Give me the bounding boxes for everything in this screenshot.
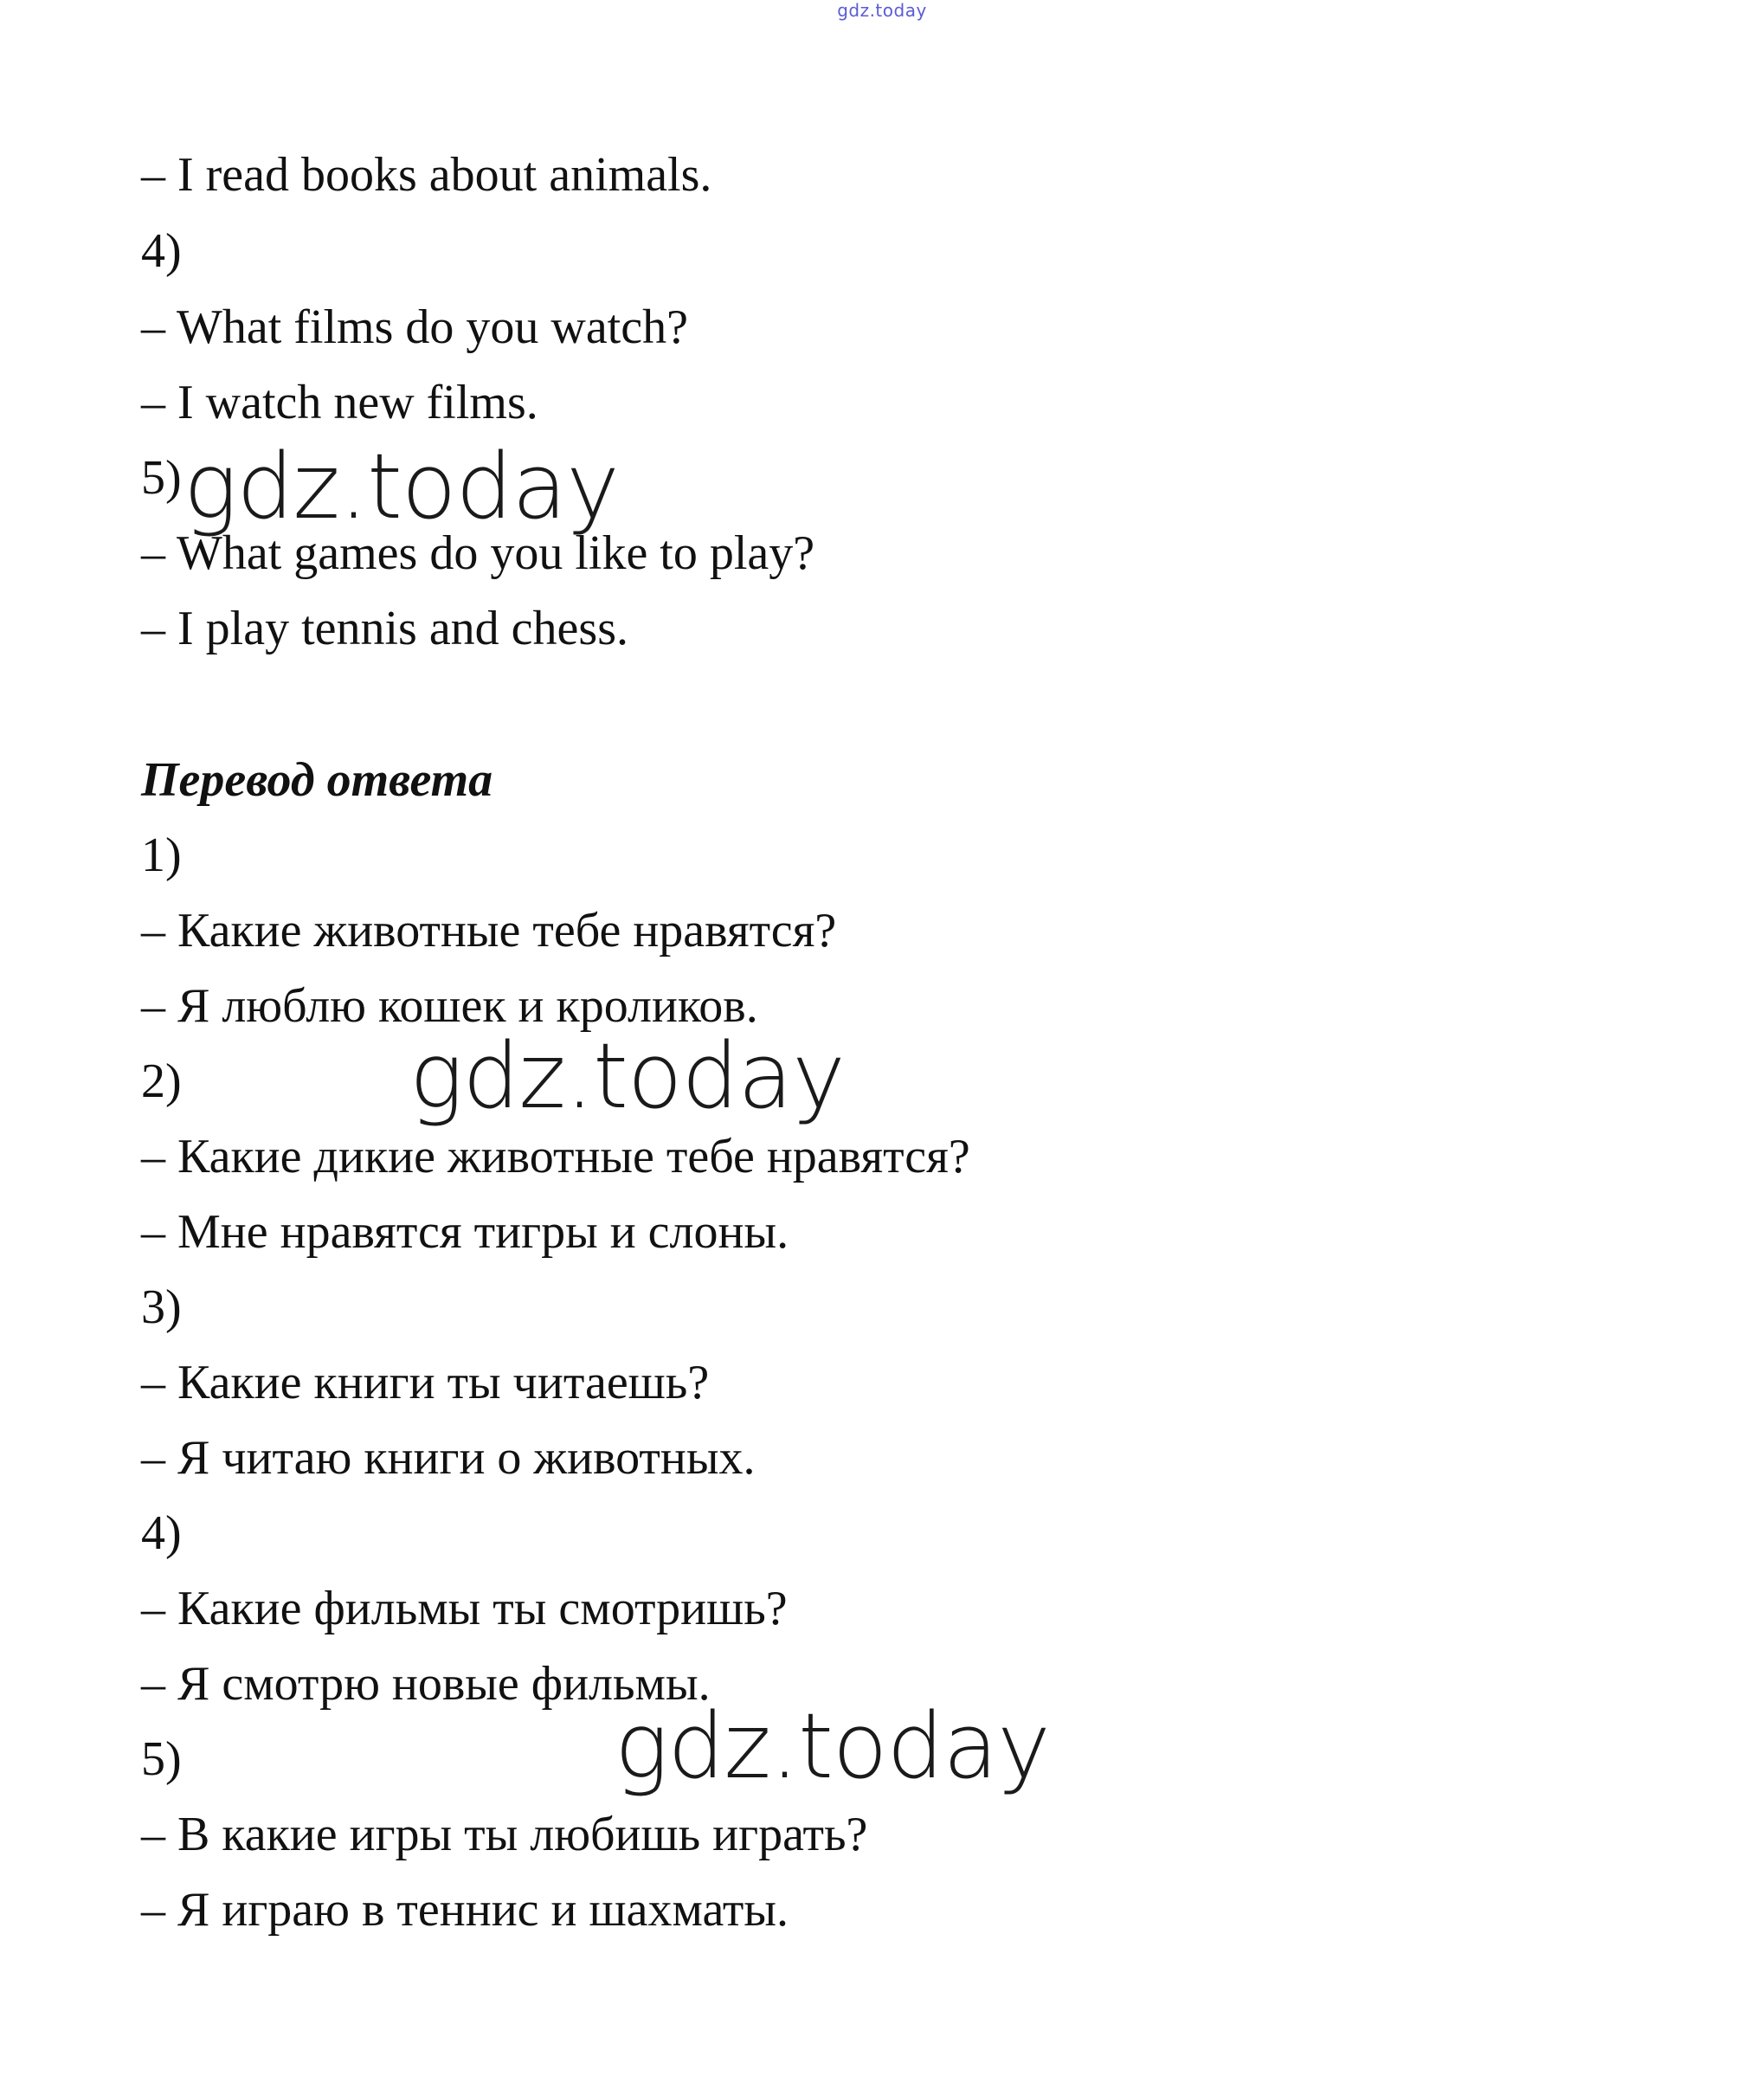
answer-line: – What films do you watch? [141, 300, 688, 354]
answer-line: – What games do you like to play? [141, 526, 815, 580]
site-mark: gdz.today [837, 0, 927, 21]
answer-line: 5) [141, 451, 182, 505]
translation-line: 2) [141, 1054, 182, 1108]
translation-line: – Какие животные тебе нравятся? [141, 904, 837, 957]
translation-line: – Мне нравятся тигры и слоны. [141, 1205, 789, 1259]
answer-line: – I read books about animals. [141, 148, 712, 202]
translation-line: – Я смотрю новые фильмы. [141, 1657, 711, 1711]
translation-line: – Я играю в теннис и шахматы. [141, 1883, 789, 1937]
translation-line: – Я люблю кошек и кроликов. [141, 979, 758, 1033]
translation-line: 1) [141, 828, 182, 882]
translation-line: 4) [141, 1506, 182, 1560]
watermark: gdz.today [615, 1693, 1050, 1799]
translation-line: – В какие игры ты любишь играть? [141, 1808, 868, 1861]
translation-line: 3) [141, 1280, 182, 1334]
translation-line: – Какие фильмы ты смотришь? [141, 1582, 788, 1635]
translation-line: – Я читаю книги о животных. [141, 1431, 756, 1485]
watermark: gdz.today [183, 434, 619, 539]
translation-line: 5) [141, 1732, 182, 1786]
answer-line: – I watch new films. [141, 376, 538, 429]
answer-line: 4) [141, 224, 182, 278]
translation-heading: Перевод ответа [141, 753, 493, 807]
watermark: gdz.today [409, 1023, 845, 1129]
translation-line: – Какие дикие животные тебе нравятся? [141, 1130, 970, 1183]
answer-line: – I play tennis and chess. [141, 602, 628, 655]
translation-line: – Какие книги ты читаешь? [141, 1356, 710, 1409]
